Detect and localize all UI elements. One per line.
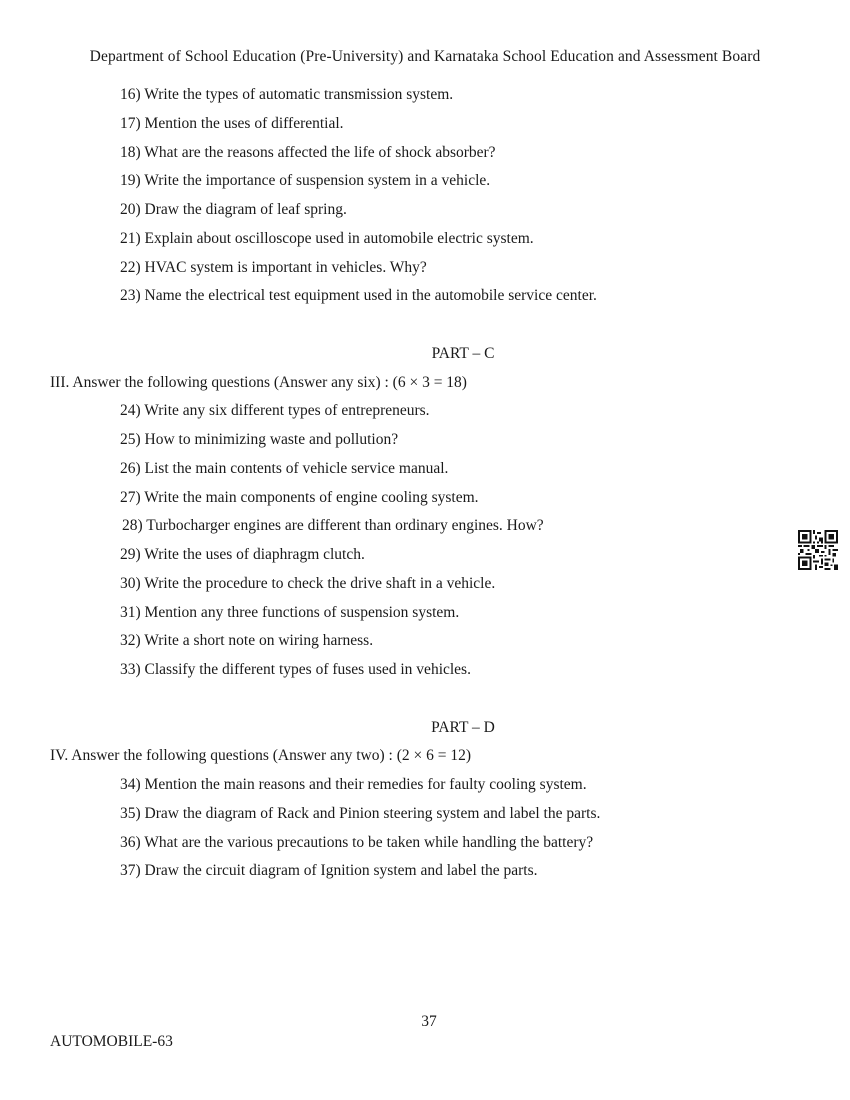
question-20: 20) Draw the diagram of leaf spring. [120, 201, 347, 218]
question-23: 23) Name the electrical test equipment used in the automobile service center. [120, 287, 597, 304]
question-34: 34) Mention the main reasons and their remedies for faulty cooling system. [120, 776, 587, 793]
question-27: 27) Write the main components of engine cooling system. [120, 489, 479, 506]
question-32: 32) Write a short note on wiring harness. [120, 632, 374, 649]
part-d-title: PART – D [431, 719, 495, 736]
question-29: 29) Write the uses of diaphragm clutch. [120, 546, 365, 563]
question-36: 36) What are the various precautions to be taken while handling the battery? [120, 834, 594, 851]
part-c-title: PART – C [431, 345, 495, 362]
question-19: 19) Write the importance of suspension system in a vehicle. [120, 172, 491, 189]
subject-code: AUTOMOBILE-63 [50, 1033, 173, 1050]
page-header: Department of School Education (Pre-University) and Karnataka School Education and Assessment Board [89, 48, 761, 65]
question-35: 35) Draw the diagram of Rack and Pinion steering system and label the parts. [120, 805, 601, 822]
question-21: 21) Explain about oscilloscope used in automobile electric system. [120, 230, 534, 247]
part-d-instruction: IV. Answer the following questions (Answer any two) : (2 × 6 = 12) [50, 747, 472, 764]
qr-code-icon [798, 530, 838, 570]
question-16: 16) Write the types of automatic transmission system. [120, 86, 454, 103]
question-31: 31) Mention any three functions of suspension system. [120, 604, 460, 621]
question-28: 28) Turbocharger engines are different than ordinary engines. How? [122, 517, 544, 534]
question-18: 18) What are the reasons affected the life of shock absorber? [120, 144, 496, 161]
question-37: 37) Draw the circuit diagram of Ignition system and label the parts. [120, 862, 538, 879]
page-number: 37 [421, 1013, 437, 1030]
part-c-instruction: III. Answer the following questions (Answer any six) : (6 × 3 = 18) [50, 374, 467, 391]
question-33: 33) Classify the different types of fuses used in vehicles. [120, 661, 471, 678]
question-26: 26) List the main contents of vehicle service manual. [120, 460, 449, 477]
question-24: 24) Write any six different types of entrepreneurs. [120, 402, 430, 419]
question-22: 22) HVAC system is important in vehicles. Why? [120, 259, 427, 276]
question-25: 25) How to minimizing waste and pollution? [120, 431, 399, 448]
question-17: 17) Mention the uses of differential. [120, 115, 344, 132]
question-30: 30) Write the procedure to check the drive shaft in a vehicle. [120, 575, 496, 592]
